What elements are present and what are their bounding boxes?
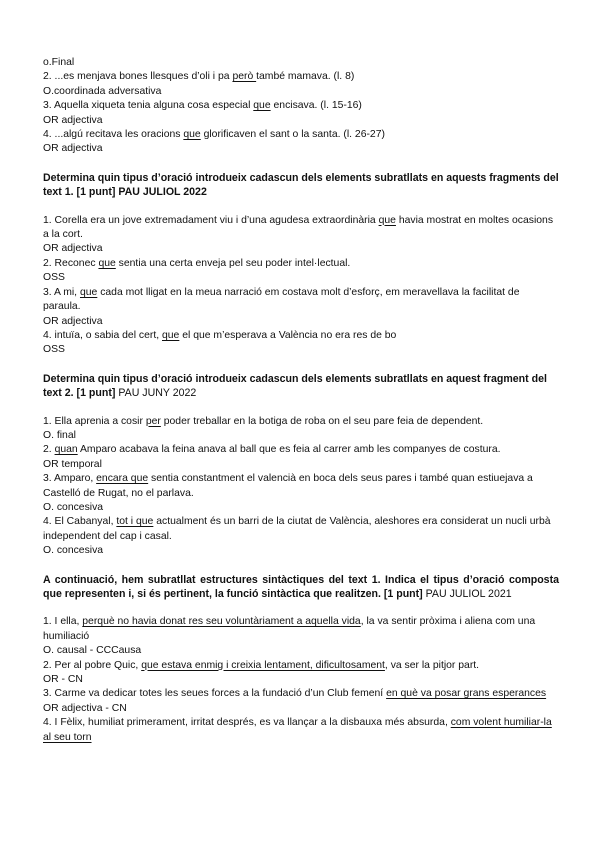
section-heading: Determina quin tipus d’oració introdueix cadascun dels elements subratllats en aquests fragments del text 1. [1 punt] PAU JULIOL 2022 — [43, 171, 559, 199]
underlined-element: que — [79, 286, 98, 298]
answer-line: OR adjectiva — [43, 114, 103, 126]
underlined-element: però — [232, 71, 257, 83]
underlined-element: per — [145, 415, 161, 427]
question-item: 4. El Cabanyal, tot i que actualment és un barri de la ciutat de València, aleshores era considerat un nucli urbà independent del cap i casal. — [43, 516, 551, 542]
underlined-element: perquè no havia donat res seu voluntàriament a aquella vida — [82, 616, 361, 628]
question-item: 1. Corella era un jove extremadament viu i d’una agudesa extraordinària que havia mostrat en moltes ocasions a la cort. — [43, 214, 554, 241]
question-item: 4. intuïa, o sabia del cert, que el que m’esperava a València no era res de bo — [43, 329, 397, 341]
underlined-element: que — [253, 100, 271, 112]
question-item: 2. Per al pobre Quic, que estava enmig i creixia lentament, dificultosament, va ser la pitjor part. — [43, 659, 480, 671]
question-item: 3. Amparo, encara que sentia constantment el valencià en boca dels seus pares i també quan estiuejava a Castelló de Rugat, no el parlava. — [43, 473, 533, 499]
underlined-element: com volent humiliar-la al seu torn — [43, 717, 552, 743]
underlined-element: que — [162, 329, 180, 341]
question-item: 2. Reconec que sentia una certa enveja pel seu poder intel·lectual. — [43, 257, 351, 269]
question-item: 3. Aquella xiqueta tenia alguna cosa especial que encisava. (l. 15-16) — [43, 100, 362, 112]
question-item: 1. Ella aprenia a cosir per poder treballar en la botiga de roba on el seu pare feia de dependent. — [43, 415, 484, 427]
answer-line: OR adjectiva - CN — [43, 702, 127, 714]
underlined-element: quan — [54, 444, 78, 456]
answer-line: O. concesiva — [43, 501, 104, 513]
answer-line: OR - CN — [43, 674, 83, 686]
answer-line: OR adjectiva — [43, 243, 103, 255]
document-page — [43, 56, 559, 745]
underlined-element: que — [183, 129, 201, 141]
answer-line: o.Final — [43, 57, 75, 68]
answer-line: O.coordinada adversativa — [43, 85, 162, 97]
answer-line: O. concesiva — [43, 545, 104, 557]
question-item: 3. A mi, que cada mot lligat en la meua narració em costava molt d’esforç, em meravellava la facilitat de paraula. — [43, 286, 520, 313]
section-heading: A continuació, hem subratllat estructures sintàctiques del text 1. Indica el tipus d’oració composta que representen i, si és pertinent, la funció sintàctica que realitzen. [1 punt] PAU JULIOL 2021 — [43, 573, 559, 600]
question-item: 2. quan Amparo acabava la feina anava al ball que es feia al carrer amb les companyes de costura. — [43, 444, 501, 456]
question-item: 4. ...algú recitava les oracions que glorificaven el sant o la santa. (l. 26-27) — [43, 129, 385, 141]
question-item: 3. Carme va dedicar totes les seues forces a la fundació d’un Club femení en què va posar grans esperances — [43, 688, 547, 700]
question-item: 1. I ella, perquè no havia donat res seu voluntàriament a aquella vida, la va sentir pròxima i aliena com una humiliació — [43, 616, 536, 642]
underlined-element: en què va posar grans esperances — [386, 688, 547, 700]
answer-line: O. causal - CCCausa — [43, 645, 142, 657]
answer-line: OR adjectiva — [43, 143, 103, 155]
underlined-element: que — [378, 214, 396, 226]
answer-line: OR temporal — [43, 458, 102, 470]
section-heading: Determina quin tipus d’oració introdueix cadascun dels elements subratllats en aquest fragment del text 2. [1 punt] PAU JUNY 2022 — [43, 372, 547, 400]
question-item: 2. ...es menjava bones llesques d’oli i pa però també mamava. (l. 8) — [43, 71, 355, 83]
underlined-element: que — [98, 257, 116, 269]
answer-line: OR adjectiva — [43, 315, 103, 327]
underlined-element: que estava enmig i creixia lentament, dificultosament — [141, 659, 385, 671]
underlined-element: tot i que — [116, 516, 154, 528]
answer-line: O. final — [43, 429, 76, 441]
answer-line: OSS — [43, 344, 65, 356]
underlined-element: encara que — [96, 473, 149, 485]
question-item: 4. I Fèlix, humiliat primerament, irritat després, es va llançar a la disbauxa més absurda, com volent humiliar-la al seu torn — [43, 717, 552, 743]
answer-line: OSS — [43, 272, 65, 284]
